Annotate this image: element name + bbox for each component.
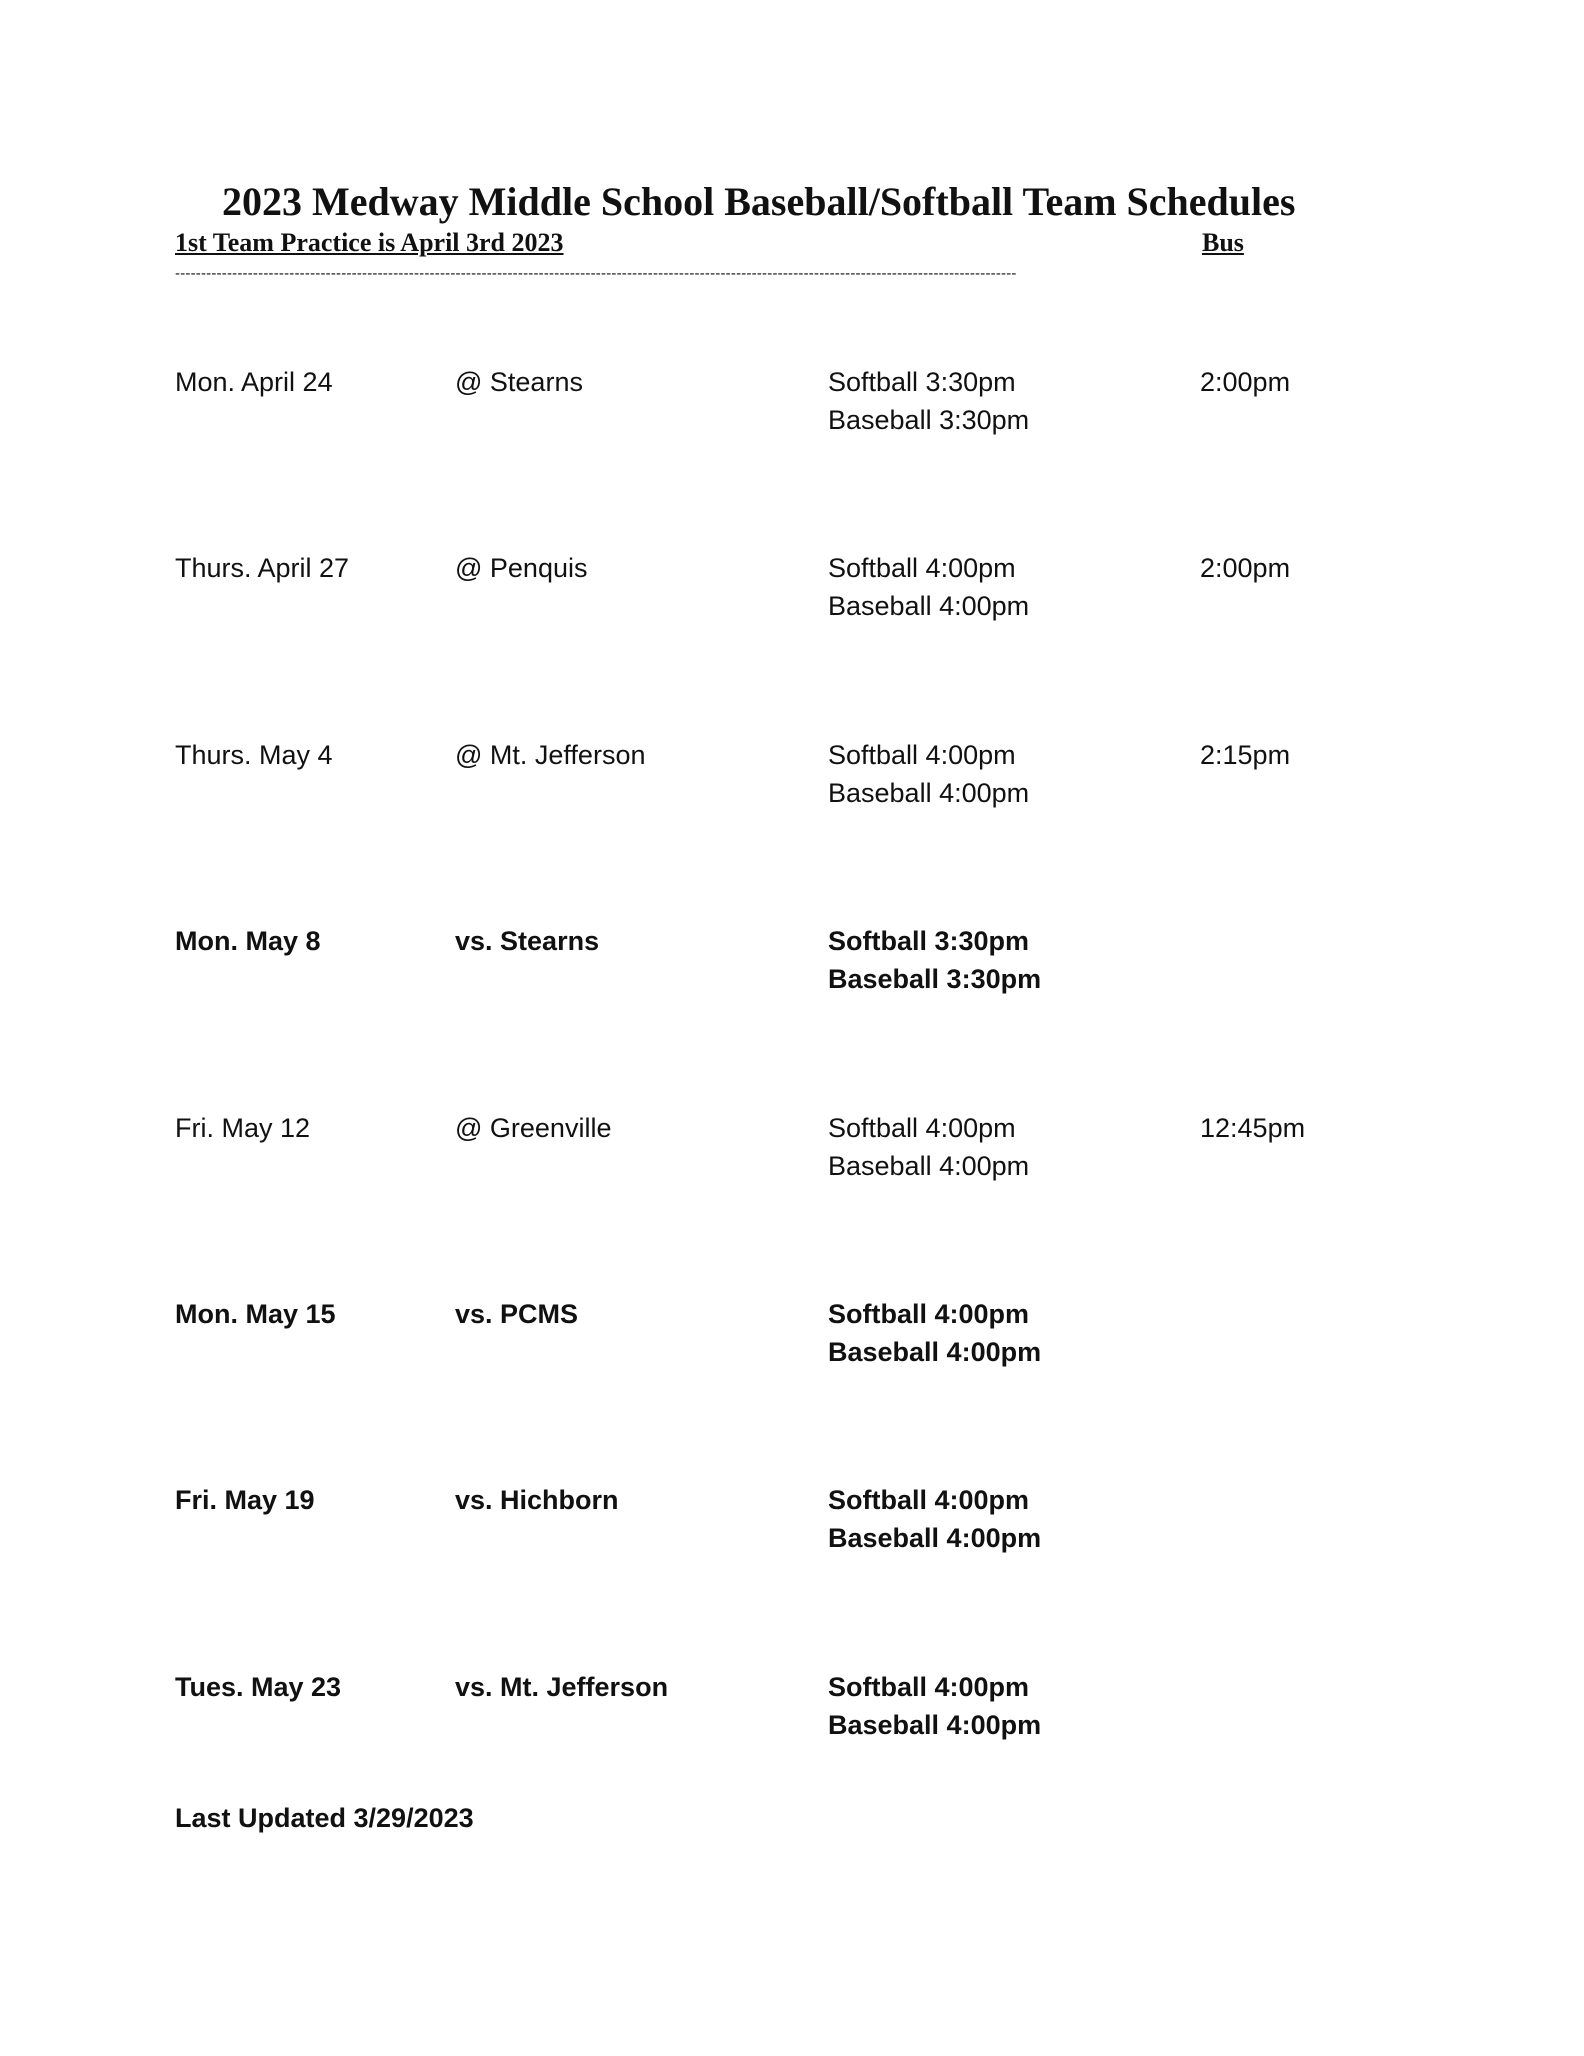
game-row [0, 1109, 1584, 1199]
baseball-time: Baseball 4:00pm [828, 778, 1030, 808]
game-row [0, 1295, 1584, 1385]
game-opponent: @ Penquis [455, 553, 588, 583]
baseball-time: Baseball 4:00pm [828, 591, 1030, 621]
game-opponent: @ Stearns [455, 367, 583, 397]
softball-time: Softball 4:00pm [828, 553, 1016, 583]
game-date: Mon. May 15 [175, 1299, 336, 1329]
game-opponent: vs. Stearns [455, 926, 600, 956]
page-title: 2023 Medway Middle School Baseball/Softball Team Schedules [222, 179, 1296, 224]
game-row [0, 1668, 1584, 1758]
game-date: Tues. May 23 [175, 1672, 342, 1702]
separator-line: ------------------------------------------------------------------------------------------------------------------------------------------------------------------ [175, 265, 1017, 282]
game-date: Fri. May 19 [175, 1485, 315, 1515]
game-date: Fri. May 12 [175, 1113, 311, 1143]
game-row [0, 1481, 1584, 1571]
game-times [828, 1481, 1041, 1557]
softball-time: Softball 3:30pm [828, 926, 1030, 956]
game-opponent: vs. Mt. Jefferson [455, 1672, 669, 1702]
last-updated: Last Updated 3/29/2023 [175, 1803, 474, 1833]
bus-time: 2:00pm [1200, 367, 1291, 397]
game-row [0, 736, 1584, 826]
bus-time: 2:00pm [1200, 553, 1291, 583]
game-opponent: @ Greenville [455, 1113, 612, 1143]
bus-time: 2:15pm [1200, 740, 1291, 770]
softball-time: Softball 4:00pm [828, 1299, 1030, 1329]
practice-note: 1st Team Practice is April 3rd 2023 [175, 228, 564, 257]
game-opponent: @ Mt. Jefferson [455, 740, 646, 770]
softball-time: Softball 4:00pm [828, 740, 1016, 770]
softball-time: Softball 4:00pm [828, 1485, 1030, 1515]
game-row [0, 549, 1584, 639]
bus-time: 12:45pm [1200, 1113, 1306, 1143]
softball-time: Softball 4:00pm [828, 1113, 1016, 1143]
game-opponent: vs. PCMS [455, 1299, 579, 1329]
game-opponent: vs. Hichborn [455, 1485, 619, 1515]
game-times [828, 1109, 1029, 1185]
game-times [828, 549, 1029, 625]
baseball-time: Baseball 4:00pm [828, 1710, 1042, 1740]
baseball-time: Baseball 4:00pm [828, 1337, 1042, 1367]
softball-time: Softball 3:30pm [828, 367, 1016, 397]
game-row [0, 363, 1584, 453]
baseball-time: Baseball 3:30pm [828, 964, 1042, 994]
game-times [828, 363, 1029, 439]
game-times [828, 922, 1041, 998]
game-row [0, 922, 1584, 1012]
bus-column-header: Bus [1202, 228, 1244, 257]
game-date: Thurs. April 27 [175, 553, 350, 583]
softball-time: Softball 4:00pm [828, 1672, 1030, 1702]
game-date: Thurs. May 4 [175, 740, 333, 770]
baseball-time: Baseball 3:30pm [828, 405, 1030, 435]
game-date: Mon. May 8 [175, 926, 321, 956]
baseball-time: Baseball 4:00pm [828, 1523, 1042, 1553]
game-times [828, 736, 1029, 812]
game-date: Mon. April 24 [175, 367, 333, 397]
game-times [828, 1668, 1041, 1744]
baseball-time: Baseball 4:00pm [828, 1151, 1030, 1181]
game-times [828, 1295, 1041, 1371]
